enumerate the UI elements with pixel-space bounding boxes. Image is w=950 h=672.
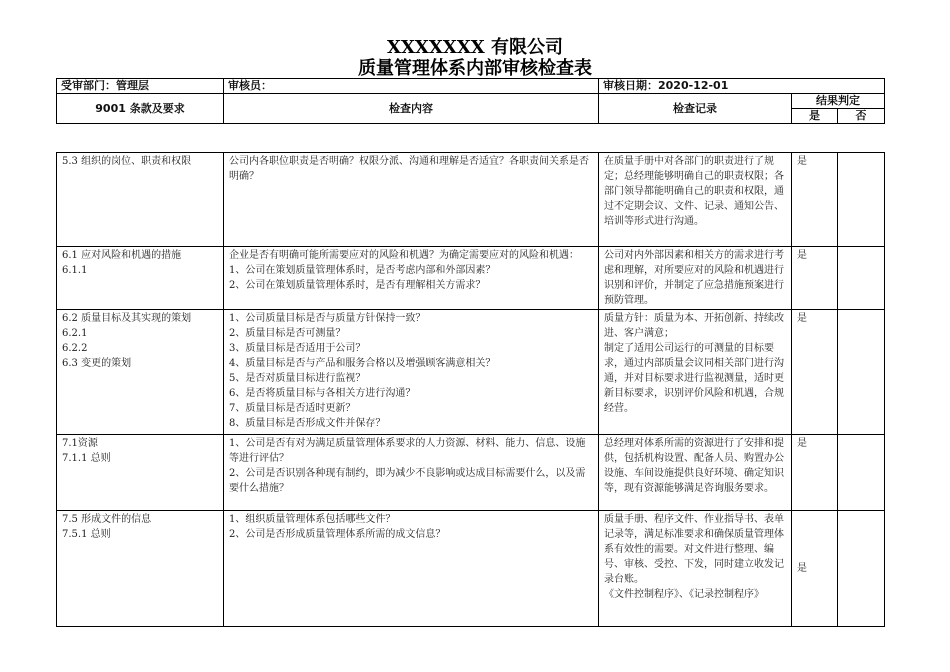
cell-clause-line: 6.2 质量目标及其实现的策划 [62,313,192,324]
cell-clause-line: 6.1.1 [62,265,88,276]
cell-content-line: 1、公司是否有对为满足质量管理体系要求的人力资源、材料、能力、信息、设施等进行评估？ [229,438,586,464]
form-title: 质量管理体系内部审核检查表 [358,58,592,79]
result-no [838,153,885,247]
result-yes: 是 [792,247,838,310]
table-row [57,247,885,310]
cell-clause-line: 7.1.1 总则 [62,453,111,464]
col-no: 否 [838,109,885,124]
company-name: XXXXXXX 有限公司 [386,37,564,58]
result-no [838,247,885,310]
cell-clause [57,153,224,247]
cell-clause-line: 6.2.2 [62,343,88,354]
col-record: 检查记录 [599,94,792,124]
cell-content [224,153,599,247]
cell-content-line: 3、质量目标是否适用于公司？ [229,343,366,354]
cell-clause-line: 7.5 形成文件的信息 [62,514,152,525]
cell-content-line: 8、质量目标是否形成文件并保存？ [229,418,386,429]
cell-content-line: 公司内各职位职责是否明确？权限分派、沟通和理解是否适宜？各职责间关系是否明确？ [229,156,589,182]
table-row [57,435,885,511]
cell-content [224,310,599,435]
cell-record-line: 质量手册、程序文件、作业指导书、表单记录等，满足标准要求和确保质量管理体系有效性的需要。对文件进行整理、编号、审核、受控、下发，同时建立收发记录台账。 [604,514,784,585]
audit-date: 审核日期：2020-12-01 [599,79,885,94]
cell-content [224,247,599,310]
auditor-label: 审核员： [224,79,599,94]
cell-record [599,153,792,247]
cell-clause [57,310,224,435]
result-yes: 是 [792,153,838,247]
cell-record-line: 公司对内外部因素和相关方的需求进行考虑和理解，对所要应对的风险和机遇进行识别和评价，并制定了应急措施预案进行预防管理。 [604,250,784,306]
cell-content-line: 4、质量目标是否与产品和服务合格以及增强顾客满意相关？ [229,358,496,369]
cell-record-line: 质量方针：质量为本、开拓创新、持续改进、客户满意； [604,313,784,339]
table-row [57,153,885,247]
result-yes: 是 [792,435,838,511]
table-row [57,511,885,627]
checklist-table [56,152,885,627]
cell-content-line: 5、是否对质量目标进行监视？ [229,373,366,384]
cell-content-line: 企业是否有明确可能所需要应对的风险和机遇？为确定需要应对的风险和机遇： [229,250,579,261]
cell-record-line: 制定了适用公司运行的可测量的目标要求，通过内部质量会议同相关部门进行沟通，并对目标要求进行监视测量，适时更新目标要求，识别评价风险和机遇，合规经营。 [604,343,784,414]
cell-record-line: 总经理对体系所需的资源进行了安排和提供，包括机构设置、配备人员、购置办公设施、车间设施提供良好环境、确定知识等，现有资源能够满足咨询服务要求。 [604,438,784,494]
cell-clause-line: 6.1 应对风险和机遇的措施 [62,250,182,261]
cell-record-line: 《文件控制程序》、《记录控制程序》 [604,589,764,600]
result-no [838,435,885,511]
cell-content-line: 2、公司在策划质量管理体系时，是否有理解相关方需求？ [229,280,486,291]
cell-clause-line: 7.5.1 总则 [62,529,111,540]
col-result: 结果判定 [792,94,885,109]
col-content: 检查内容 [224,94,599,124]
cell-content-line: 2、公司是否识别各种现有制约，即为减少不良影响或达成目标需要什么，以及需要什么措施？ [229,468,586,494]
cell-record [599,511,792,627]
cell-content-line: 2、质量目标是否可测量？ [229,328,346,339]
cell-clause [57,511,224,627]
cell-content-line: 1、组织质量管理体系包括哪些文件？ [229,514,396,525]
cell-clause-line: 6.3 变更的策划 [62,358,132,369]
cell-content-line: 6、是否将质量目标与各相关方进行沟通？ [229,388,416,399]
cell-clause [57,435,224,511]
cell-content-line: 1、公司质量目标是否与质量方针保持一致？ [229,313,426,324]
col-clause: 9001 条款及要求 [57,94,224,124]
header-table [56,78,885,124]
cell-record [599,435,792,511]
cell-record-line: 在质量手册中对各部门的职责进行了规定；总经理能够明确自己的职责权限；各部门领导都能明确自己的职责和权限，通过不定期会议、文件、记录、通知公告、培训等形式进行沟通。 [604,156,784,227]
cell-clause-line: 7.1资源 [62,438,98,449]
cell-content [224,511,599,627]
result-yes: 是 [792,511,838,627]
result-yes: 是 [792,310,838,435]
result-no [838,511,885,627]
cell-clause-line: 6.2.1 [62,328,88,339]
table-row [57,310,885,435]
col-yes: 是 [792,109,838,124]
cell-clause-line: 5.3 组织的岗位、职责和权限 [62,156,192,167]
cell-clause [57,247,224,310]
cell-content-line: 2、公司是否形成质量管理体系所需的成文信息？ [229,529,446,540]
cell-record [599,310,792,435]
result-no [838,310,885,435]
cell-content [224,435,599,511]
dept-label: 受审部门：管理层 [57,79,224,94]
cell-record [599,247,792,310]
cell-content-line: 1、公司在策划质量管理体系时，是否考虑内部和外部因素？ [229,265,496,276]
cell-content-line: 7、质量目标是否适时更新？ [229,403,356,414]
